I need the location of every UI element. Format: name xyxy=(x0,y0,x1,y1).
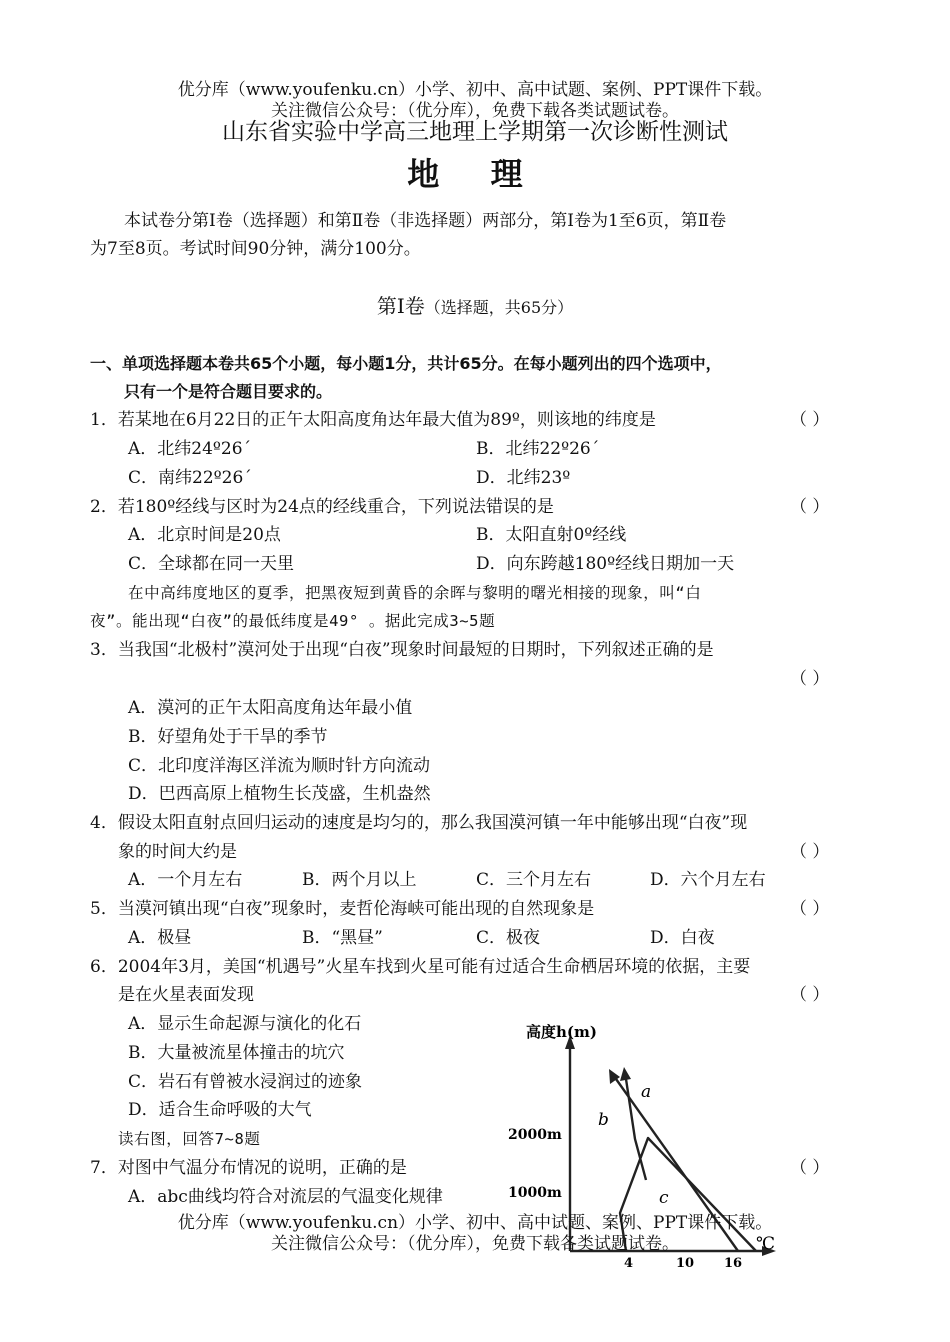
q3-option-b[interactable]: B．好望角处于干旱的季节 xyxy=(128,727,328,747)
footer-line-2: 关注微信公众号：（优分库），免费下载各类试题试卷。 xyxy=(271,1234,679,1254)
q2-option-d[interactable]: D．向东跨越180º经线日期加一天 xyxy=(476,554,735,574)
q6-option-a[interactable]: A．显示生命起源与演化的化石 xyxy=(128,1014,362,1034)
q4-option-a[interactable]: A．一个月左右 xyxy=(128,870,243,890)
figure-y-label-1000: 1000m xyxy=(508,1185,562,1201)
figure-x-unit: ℃ xyxy=(756,1234,776,1254)
intro-line-1: 本试卷分第Ⅰ卷（选择题）和第Ⅱ卷（非选择题）两部分，第Ⅰ卷为1至6页，第Ⅱ卷 xyxy=(124,211,727,231)
q3-option-c[interactable]: C．北印度洋海区洋流为顺时针方向流动 xyxy=(128,756,431,776)
q4-option-b[interactable]: B．两个月以上 xyxy=(302,870,417,890)
curve-a-arrow xyxy=(620,1067,631,1081)
q2-stem: 2．若180º经线与区时为24点的经线重合，下列说法错误的是 xyxy=(90,497,554,517)
q4-option-d[interactable]: D．六个月左右 xyxy=(650,870,766,890)
q2-option-c[interactable]: C．全球都在同一天里 xyxy=(128,554,295,574)
passage-line-1: 在中高纬度地区的夏季，把黑夜短到黄昏的余晖与黎明的曙光相接的现象，叫“白 xyxy=(128,584,702,602)
q2-answer-paren[interactable]: （ ） xyxy=(790,497,830,517)
q1-option-a[interactable]: A．北纬24º26´ xyxy=(128,439,252,459)
q3-option-a[interactable]: A．漠河的正午太阳高度角达年最小值 xyxy=(128,698,413,718)
q2-option-a[interactable]: A．北京时间是20点 xyxy=(128,525,281,545)
passage-line-2: 夜”。能出现“白夜”的最低纬度是49° 。据此完成3~5题 xyxy=(90,612,496,630)
q4-stem-2: 象的时间大约是 xyxy=(118,842,237,862)
q1-option-b[interactable]: B．北纬22º26´ xyxy=(476,439,600,459)
header-line-2: 关注微信公众号：（优分库），免费下载各类试题试卷。 xyxy=(271,101,679,121)
q1-option-c[interactable]: C．南纬22º26´ xyxy=(128,468,252,488)
figure-y-label-2000: 2000m xyxy=(508,1127,562,1143)
q1-option-d[interactable]: D．北纬23º xyxy=(476,468,571,488)
q7-answer-paren[interactable]: （ ） xyxy=(790,1158,830,1178)
q5-option-c[interactable]: C．极夜 xyxy=(476,928,541,948)
header-line-1: 优分库（www.youfenku.cn）小学、初中、高中试题、案例、PPT课件下载。 xyxy=(177,80,773,100)
q5-option-a[interactable]: A．极昼 xyxy=(128,928,192,948)
q5-option-b[interactable]: B．“黑昼” xyxy=(302,928,383,948)
figure-x-label-16: 16 xyxy=(724,1256,743,1271)
q5-option-d[interactable]: D．白夜 xyxy=(650,928,715,948)
q2-option-b[interactable]: B．太阳直射0º经线 xyxy=(476,525,627,545)
q4-answer-paren[interactable]: （ ） xyxy=(790,842,830,862)
q5-answer-paren[interactable]: （ ） xyxy=(790,899,830,919)
q6-stem-2: 是在火星表面发现 xyxy=(118,985,254,1005)
part1-line-2: 只有一个是符合题目要求的。 xyxy=(124,382,333,401)
figure-x-label-4: 4 xyxy=(624,1256,634,1271)
q1-stem: 1．若某地在6月22日的正午太阳高度角达年最大值为89º，则该地的纬度是 xyxy=(90,410,656,430)
q6-option-d[interactable]: D．适合生命呼吸的大气 xyxy=(128,1100,312,1120)
q3-stem: 3．当我国“北极村”漠河处于出现“白夜”现象时间最短的日期时，下列叙述正确的是 xyxy=(90,640,714,660)
q6-option-c[interactable]: C．岩石有曾被水浸润过的迹象 xyxy=(128,1072,363,1092)
curve-label-c: c xyxy=(659,1188,669,1208)
subject-title: 地 理 xyxy=(407,155,543,193)
figure-y-title: 高度h(m) xyxy=(526,1023,597,1041)
q4-stem-1: 4．假设太阳直射点回归运动的速度是均匀的，那么我国漠河镇一年中能够出现“白夜”现 xyxy=(90,813,748,833)
q1-answer-paren[interactable]: （ ） xyxy=(790,410,830,430)
curve-label-b: b xyxy=(598,1110,609,1130)
curve-label-a: a xyxy=(641,1082,652,1102)
figure-x-label-10: 10 xyxy=(676,1256,695,1271)
q6-answer-paren[interactable]: （ ） xyxy=(790,985,830,1005)
q5-stem: 5．当漠河镇出现“白夜”现象时，麦哲伦海峡可能出现的自然现象是 xyxy=(90,899,595,919)
page-title: 山东省实验中学高三地理上学期第一次诊断性测试 xyxy=(222,119,728,145)
section-sub: （选择题，共65分） xyxy=(424,298,574,317)
q3-answer-paren[interactable]: （ ） xyxy=(790,669,830,689)
section-heading xyxy=(0,293,950,321)
part1-line-1: 一、单项选择题本卷共65个小题，每小题1分，共计65分。在每小题列出的四个选项中， xyxy=(90,354,722,373)
intro-line-2: 为7至8页。考试时间90分钟，满分100分。 xyxy=(90,239,421,259)
q3-option-d[interactable]: D．巴西高原上植物生长茂盛，生机盎然 xyxy=(128,784,431,804)
section-main: 第Ⅰ卷 xyxy=(376,294,425,318)
q6-stem-1: 6．2004年3月，美国“机遇号”火星车找到火星可能有过适合生命栖居环境的依据，主要 xyxy=(90,957,751,977)
read-figure-note: 读右图，回答7~8题 xyxy=(118,1130,261,1148)
q6-option-b[interactable]: B．大量被流星体撞击的坑穴 xyxy=(128,1043,345,1063)
q4-option-c[interactable]: C．三个月左右 xyxy=(476,870,592,890)
q7-option-a[interactable]: A．abc曲线均符合对流层的气温变化规律 xyxy=(128,1187,443,1207)
q7-stem: 7．对图中气温分布情况的说明，正确的是 xyxy=(90,1158,407,1178)
footer-line-1: 优分库（www.youfenku.cn）小学、初中、高中试题、案例、PPT课件下载。 xyxy=(177,1213,773,1233)
